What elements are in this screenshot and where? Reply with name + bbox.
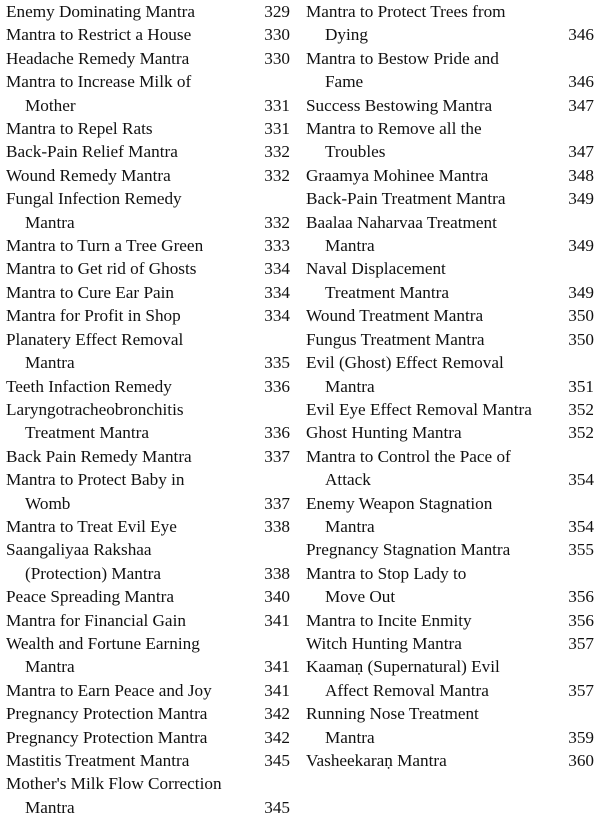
toc-entry [306,47,594,94]
toc-entry [306,702,594,749]
entry-title: Mantra to Restrict a House [6,25,192,45]
page-number: 359 [568,727,594,747]
entry-title-continuation: Troubles [325,142,386,162]
page-number: 329 [264,2,290,21]
entry-title-continuation: Mantra [325,236,375,256]
entry-title-continuation: Attack [325,470,371,490]
toc-entry [306,328,594,351]
entry-title: Graamya Mohinee Mantra [306,165,489,185]
toc-entry [6,23,290,46]
entry-title: Mantra to Remove all the [306,119,482,139]
page-number: 342 [264,704,290,724]
entry-title: Witch Hunting Mantra [306,633,462,653]
entry-title: Headache Remedy Mantra [6,48,190,68]
page-number: 334 [264,306,290,326]
page-number: 352 [568,399,594,419]
entry-title-continuation: Mantra [325,727,375,747]
entry-title: Mother's Milk Flow Correction [6,774,222,794]
entry-title: Pregnancy Protection Mantra [6,727,208,747]
toc-entry [306,492,594,539]
page-number: 333 [264,236,290,256]
toc-entry [6,47,290,70]
toc-entry [306,304,594,327]
entry-title: Enemy Weapon Stagnation [306,493,493,513]
page-number: 349 [568,282,594,302]
toc-left-column [6,0,290,819]
toc-entry [6,538,290,585]
toc-entry [6,281,290,304]
page-number: 352 [568,423,594,443]
entry-title: Teeth Infaction Remedy [6,376,172,396]
toc-entry [6,375,290,398]
page-number: 357 [568,633,594,653]
entry-title: Mantra to Control the Pace of [306,446,511,466]
entry-title: Mantra for Financial Gain [6,610,186,630]
entry-title-continuation: Mantra [325,376,375,396]
page-number: 332 [264,212,290,232]
entry-title: Naval Displacement [306,259,446,279]
entry-title: Mantra to Protect Baby in [6,470,185,490]
toc-entry [6,585,290,608]
page-number: 334 [264,259,290,279]
toc-entry [6,398,290,445]
entry-title: Mastitis Treatment Mantra [6,751,190,770]
entry-title-continuation: Mantra [25,212,75,232]
entry-title-continuation: Mantra [325,516,375,536]
entry-title: Evil Eye Effect Removal Mantra [306,399,532,419]
entry-title: Pregnancy Stagnation Mantra [306,540,511,560]
page-number: 354 [568,470,594,490]
toc-entry [306,538,594,561]
page-number: 338 [264,516,290,536]
toc-entry [6,468,290,515]
entry-title-continuation: Mantra [25,797,75,817]
entry-title: Pregnancy Protection Mantra [6,704,208,724]
entry-title: Mantra to Earn Peace and Joy [6,680,212,700]
entry-title: Mantra to Incite Enmity [306,610,472,630]
toc-entry [306,398,594,421]
page-number: 349 [568,189,594,209]
entry-title: Wound Remedy Mantra [6,165,171,185]
entry-title: Wealth and Fortune Earning [6,633,200,653]
page-number: 330 [264,25,290,45]
page-number: 355 [568,540,594,560]
entry-title-continuation: Womb [25,493,71,513]
entry-title: Saangaliyaa Rakshaa [6,540,152,560]
page-number: 338 [264,563,290,583]
entry-title: Wound Treatment Mantra [306,306,484,326]
toc-entry [6,304,290,327]
page-number: 346 [568,72,594,92]
toc-entry [306,117,594,164]
entry-title: Mantra to Cure Ear Pain [6,282,175,302]
entry-title: Mantra to Stop Lady to [306,563,467,583]
page-number: 331 [264,95,290,115]
entry-title: Fungal Infection Remedy [6,189,182,209]
entry-title: Planatery Effect Removal [6,329,184,349]
entry-title: Back-Pain Treatment Mantra [306,189,506,209]
page-number: 350 [568,306,594,326]
entry-title: Peace Spreading Mantra [6,587,174,607]
toc-entry [306,351,594,398]
entry-title-continuation: Fame [325,72,364,92]
entry-title: Back-Pain Relief Mantra [6,142,178,162]
entry-title: Evil (Ghost) Effect Removal [306,353,504,373]
entry-title-continuation: Affect Removal Mantra [325,680,489,700]
entry-title: Mantra to Repel Rats [6,119,153,139]
entry-title: Running Nose Treatment [306,704,479,724]
toc-entry [306,632,594,655]
entry-title: Kaamaṇ (Supernatural) Evil [306,657,500,677]
page-number: 334 [264,282,290,302]
page-number: 332 [264,142,290,162]
page-number: 337 [264,446,290,466]
page-number: 347 [568,142,594,162]
toc-entry [6,0,290,23]
toc-entry [6,140,290,163]
page-number: 331 [264,119,290,139]
toc-entry [6,187,290,234]
page-number: 357 [568,680,594,700]
page-number: 336 [264,376,290,396]
toc-entry [306,749,594,772]
entry-title-continuation: Treatment Mantra [25,423,149,443]
toc-entry [6,164,290,187]
toc-entry [306,0,594,47]
entry-title: Success Bestowing Mantra [306,95,493,115]
toc-entry [6,117,290,140]
entry-title: Fungus Treatment Mantra [306,329,485,349]
page-number: 335 [264,353,290,373]
toc-entry [6,609,290,632]
entry-title-continuation: Mantra [25,353,75,373]
toc-entry [6,70,290,117]
toc-entry [6,632,290,679]
page-number: 349 [568,236,594,256]
toc-entry [6,749,290,772]
entry-title: Back Pain Remedy Mantra [6,446,192,466]
entry-title-continuation: Mantra [25,657,75,677]
entry-title: Ghost Hunting Mantra [306,423,462,443]
page-number: 345 [264,797,290,817]
toc-entry [6,515,290,538]
entry-title: Mantra for Profit in Shop [6,306,181,326]
page-number: 360 [568,751,594,770]
toc-entry [6,445,290,468]
toc-entry [6,234,290,257]
page-number: 342 [264,727,290,747]
entry-title: Vasheekaraṇ Mantra [306,751,447,770]
toc-entry [6,679,290,702]
page-number: 346 [568,25,594,45]
page-number: 354 [568,516,594,536]
entry-title-continuation: Dying [325,25,368,45]
toc-entry [306,164,594,187]
toc-entry [306,445,594,492]
entry-title: Laryngotracheobronchitis [6,399,184,419]
page-number: 350 [568,329,594,349]
page-number: 351 [568,376,594,396]
page-number: 330 [264,48,290,68]
entry-title: Mantra to Protect Trees from [306,2,506,21]
page-number: 356 [568,587,594,607]
entry-title: Mantra to Treat Evil Eye [6,516,177,536]
toc-entry [306,187,594,210]
page-number: 340 [264,587,290,607]
entry-title: Mantra to Bestow Pride and [306,48,499,68]
toc-entry [6,772,290,819]
entry-title: Mantra to Increase Milk of [6,72,192,92]
toc-entry [6,726,290,749]
entry-title-continuation: Treatment Mantra [325,282,449,302]
entry-title: Enemy Dominating Mantra [6,2,196,21]
toc-entry [6,328,290,375]
page-number: 341 [264,657,290,677]
toc-entry [306,562,594,609]
page-number: 348 [568,165,594,185]
toc-entry [306,211,594,258]
entry-title: Mantra to Get rid of Ghosts [6,259,197,279]
page-number: 341 [264,680,290,700]
entry-title-continuation: Move Out [325,587,396,607]
toc-entry [6,702,290,725]
page-number: 356 [568,610,594,630]
toc-entry [6,257,290,280]
page-number: 345 [264,751,290,770]
page-number: 337 [264,493,290,513]
page-number: 336 [264,423,290,443]
page-number: 341 [264,610,290,630]
toc-entry [306,655,594,702]
toc-entry [306,94,594,117]
page-number: 347 [568,95,594,115]
entry-title: Mantra to Turn a Tree Green [6,236,204,256]
toc-entry [306,257,594,304]
page-number: 332 [264,165,290,185]
toc-entry [306,609,594,632]
entry-title-continuation: Mother [25,95,76,115]
entry-title-continuation: (Protection) Mantra [25,563,162,583]
toc-right-column [306,0,594,772]
entry-title: Baalaa Naharvaa Treatment [306,212,497,232]
toc-entry [306,421,594,444]
